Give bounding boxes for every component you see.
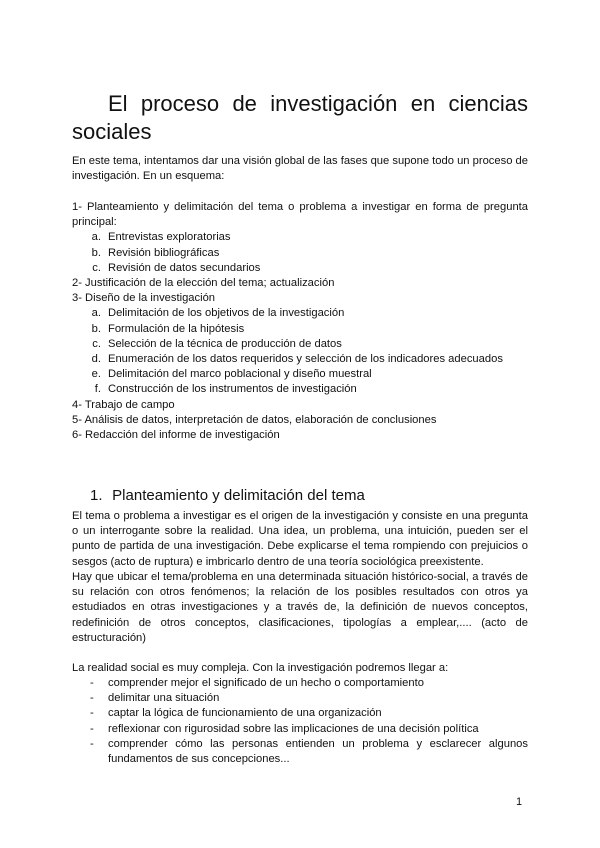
scheme-subitem: f. Construcción de los instrumentos de investigación	[94, 383, 357, 396]
scheme-subitem: c. Selección de la técnica de producción de datos	[92, 337, 342, 350]
scheme-subitem: a. Entrevistas exploratorias	[91, 231, 231, 244]
section-paragraph-3: La realidad social es muy compleja. Con la investigación podremos llegar a:	[72, 662, 449, 674]
scheme-item-6: 6- Redacción del informe de investigación	[72, 429, 280, 442]
scheme-subitem: a. Delimitación de los objetivos de la investigación	[91, 307, 345, 320]
bullet-list	[72, 676, 528, 767]
scheme-subitem: b. Formulación de la hipótesis	[91, 322, 245, 335]
scheme-item-3: 3- Diseño de la investigación	[72, 292, 216, 305]
scheme-subitem: b. Revisión bibliográficas	[91, 246, 220, 259]
list-item: - comprender mejor el significado de un hecho o comportamiento	[90, 677, 424, 689]
scheme-item-1: 1- Planteamiento y delimitación del tema o problema a investigar en forma de pregunta principal:	[72, 201, 528, 229]
intro-paragraph: En este tema, intentamos dar una visión global de las fases que supone todo un proceso de investigación. En un esquema:	[72, 155, 528, 183]
list-item: - comprender cómo las personas entienden un problema y esclarecer algunos fundamentos de sus concepciones...	[90, 737, 528, 766]
scheme-item-2: 2- Justificación de la elección del tema; actualización	[72, 277, 335, 290]
page-title: El proceso de investigación en ciencias sociales	[72, 91, 528, 144]
section-heading	[90, 486, 365, 506]
scheme-list	[72, 200, 528, 443]
section-heading-text: Planteamiento y delimitación del tema	[112, 487, 365, 504]
list-item: - delimitar una situación	[90, 692, 220, 705]
section-paragraph-2: Hay que ubicar el tema/problema en una determinada situación histórico-social, a través de su relación con otros fenómenos; la relación de los posibles resultados con otros ya estudiados en otras investigaciones y a través de, la definición de nuevos conceptos, redefinición de otros conceptos, clasificaciones, tipologías a emplear,.... (acto de estructuración)	[72, 571, 528, 644]
scheme-item-4: 4- Trabajo de campo	[72, 398, 175, 411]
section-paragraph-1: El tema o problema a investigar es el origen de la investigación y consiste en una pregunta o un interrogante sobre la realidad. Una idea, un problema, una intuición, pueden ser el punto de partida de una investigación. Debe explicarse el tema rompiendo con prejuicios o sesgos (acto de ruptura) e imbricarlo dentro de una teoría sociológica preexistente.	[72, 510, 528, 568]
page-number: 1	[516, 796, 523, 808]
scheme-subitem: d. Enumeración de los datos requeridos y selección de los indicadores adecuados	[91, 353, 503, 366]
scheme-subitem: c. Revisión de datos secundarios	[92, 261, 261, 274]
section-number: 1.	[90, 487, 103, 504]
list-item: - reflexionar con rigurosidad sobre las implicaciones de una decisión política	[90, 722, 479, 735]
scheme-item-5: 5- Análisis de datos, interpretación de datos, elaboración de conclusiones	[72, 413, 437, 426]
list-item: - captar la lógica de funcionamiento de una organización	[90, 707, 382, 720]
scheme-subitem: e. Delimitación del marco poblacional y diseño muestral	[91, 368, 372, 381]
